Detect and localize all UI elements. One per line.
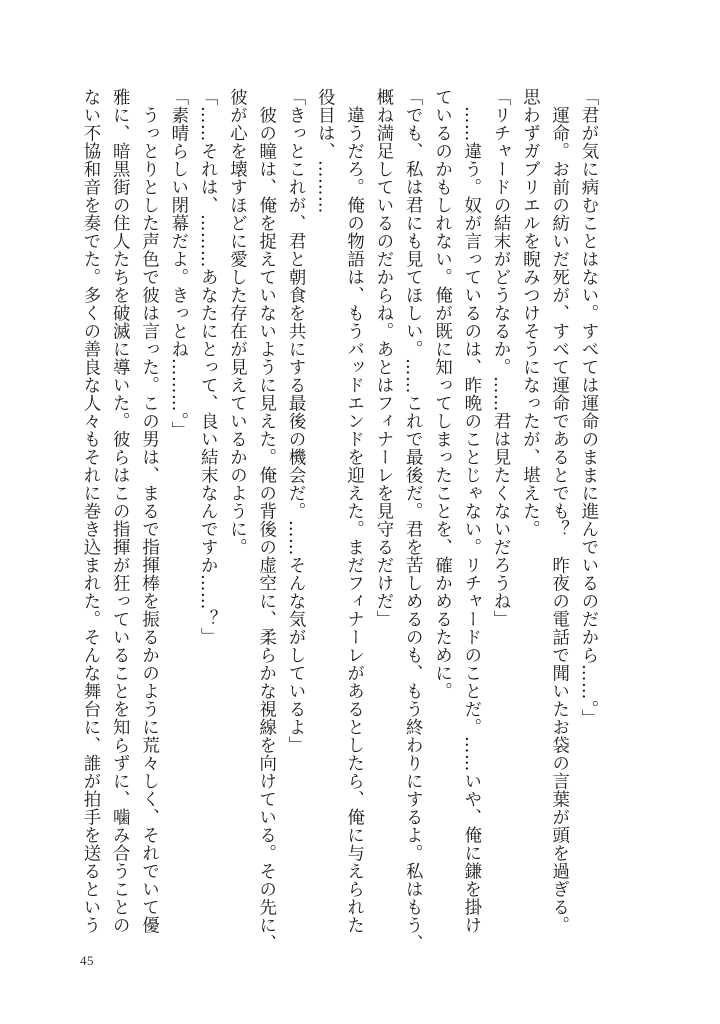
- text-line: 「素晴らしい閉幕だよ。きっとね………。」: [167, 88, 188, 440]
- page-number: 45: [80, 953, 94, 968]
- text-line: ない不協和音を奏でた。多くの善良な人々もそれに巻き込まれた。そんな舞台に、誰が拍手を送るという: [79, 88, 100, 934]
- text-line: ているのかもしれない。俺が既に知ってしまったことを、確かめるために。: [431, 88, 452, 700]
- text-line: 「きっとこれが、君と朝食を共にする最後の機会だ。……そんな気がしているよ」: [285, 88, 306, 754]
- text-line: 「……それは、………あなたにとって、良い結末なんですか……？」: [197, 88, 218, 646]
- text-line: 違うだろ。俺の物語は、もうバッドエンドを迎えた。まだフィナーレがあるとしたら、俺に与えられた: [343, 88, 364, 934]
- text-line: 「リチャードの結末がどうなるか。……君は見たくないだろうね」: [490, 88, 511, 628]
- text-line: 運命。お前の紡いだ死が、すべて運命であるとでも？ 昨夜の電話で聞いたお袋の言葉が頭を過ぎる。: [548, 88, 569, 934]
- text-line: 「でも、私は君にも見てほしい。……これで最後だ。君を苦しめるのも、もう終わりにするよ。私はもう、: [402, 88, 423, 952]
- text-line: 雅に、暗黒街の住人たちを破滅に導いた。彼らはこの指揮が狂っていることを知らずに、噛み合うことの: [109, 88, 130, 934]
- text-line: 概ね満足しているのだからね。あとはフィナーレを見守るだけだ」: [372, 88, 393, 628]
- text-line: 「君が気に病むことはない。すべては運命のままに進んでいるのだから……。」: [578, 88, 598, 728]
- text-line: 彼が心を壊すほどに愛した存在が見えているかのように。: [226, 88, 247, 556]
- text-line: 彼の瞳は、俺を捉えていないように見えた。俺の背後の虚空に、柔らかな視線を向けている。その先に、: [255, 88, 276, 952]
- body-text: [75, 88, 602, 952]
- text-line: ……違う。奴が言っているのは、昨晩のことじゃない。リチャードのことだ。……いや、俺に鎌を掛け: [460, 88, 481, 934]
- text-line: 思わずガブリエルを睨みつけそうになったが、堪えた。: [519, 88, 540, 538]
- text-line: 役目は、………: [314, 88, 335, 214]
- text-line: うっとりとした声色で彼は言った。この男は、まるで指揮棒を振るかのように荒々しく、それでいて優: [138, 88, 159, 934]
